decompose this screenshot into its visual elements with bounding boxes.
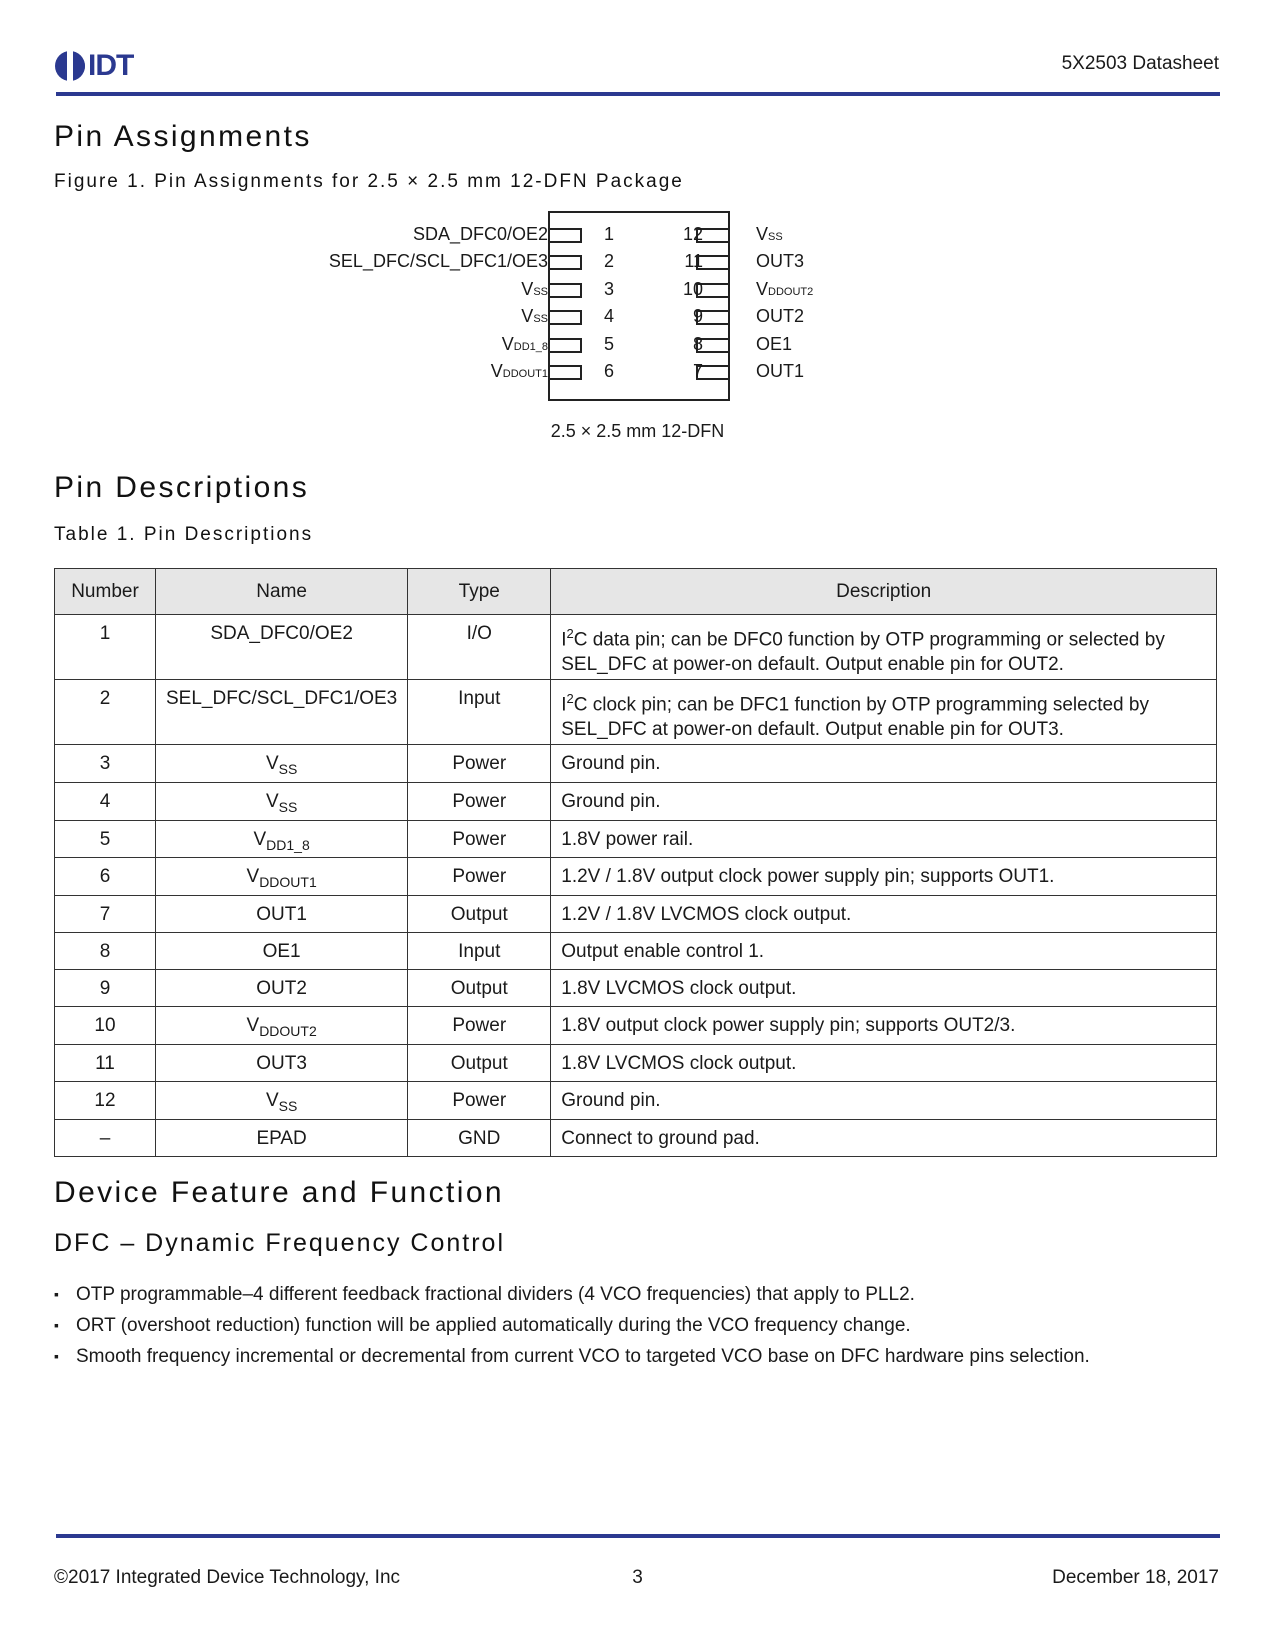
pin-type-text: Power bbox=[452, 753, 507, 774]
table-row bbox=[55, 896, 1217, 933]
table-row bbox=[55, 970, 1217, 1007]
cell-number bbox=[55, 933, 156, 970]
pin-number-right: 8 bbox=[692, 333, 703, 354]
cell-description bbox=[551, 615, 1217, 680]
pin-type-text: Output bbox=[450, 904, 508, 926]
desc-text: 1.8V output clock power supply pin; supports OUT2/3. bbox=[561, 1015, 1016, 1037]
footer-rule bbox=[56, 1534, 1220, 1538]
desc-text: 1.8V power rail. bbox=[561, 828, 694, 850]
pin-number-text: 6 bbox=[99, 866, 111, 888]
cell-description bbox=[551, 820, 1217, 858]
cell-description bbox=[551, 1044, 1217, 1081]
pin-number-right: 7 bbox=[692, 361, 703, 381]
cell-description bbox=[551, 782, 1217, 820]
cell-name bbox=[156, 970, 408, 1007]
cell-description bbox=[551, 896, 1217, 933]
desc-text: 1.2V / 1.8V output clock power supply pin; supports OUT1. bbox=[561, 866, 1055, 888]
pin-label-text: V bbox=[490, 361, 503, 381]
pin-label-left-2 bbox=[329, 251, 548, 272]
cell-number bbox=[55, 782, 156, 820]
pin-name-text: OUT1 bbox=[256, 904, 307, 926]
pin-number-right: 12 bbox=[682, 224, 703, 244]
desc-text: 1.8V LVCMOS clock output. bbox=[561, 1052, 797, 1074]
dfc-bullet-list bbox=[54, 1279, 1090, 1372]
table-row bbox=[55, 1044, 1217, 1081]
table-header-row bbox=[55, 569, 1217, 615]
pin-number-right: 11 bbox=[684, 251, 703, 272]
pin-number-left: 5 bbox=[604, 333, 615, 354]
cell-type bbox=[408, 970, 551, 1007]
col-number-header: Number bbox=[55, 569, 156, 615]
cell-description bbox=[551, 1081, 1217, 1119]
cell-type bbox=[408, 820, 551, 858]
pin-label-left-1 bbox=[413, 224, 548, 245]
pin-number-left: 6 bbox=[604, 361, 615, 381]
cell-number bbox=[55, 820, 156, 858]
pin-label-right-10 bbox=[756, 279, 813, 300]
pin-label-subscript: DDOUT1 bbox=[502, 368, 548, 380]
list-item: ▪ Smooth frequency incremental or decremental from current VCO to targeted VCO base on DFC hardware pins selection. bbox=[54, 1341, 1090, 1372]
desc-superscript: 2 bbox=[566, 691, 574, 706]
pin-label-right-8 bbox=[756, 334, 792, 355]
pin-number-text: 8 bbox=[99, 941, 111, 963]
pin-label-text: V bbox=[521, 306, 534, 327]
cell-type bbox=[408, 782, 551, 820]
pin-name-text: V bbox=[265, 753, 279, 774]
cell-type bbox=[408, 933, 551, 970]
table-row bbox=[55, 858, 1217, 896]
cell-name bbox=[156, 820, 408, 858]
pin-label-subscript: SS bbox=[533, 313, 548, 326]
pin-number-text: 7 bbox=[99, 904, 111, 926]
pin-name-text: OUT2 bbox=[256, 978, 307, 1000]
pin-label-text: V bbox=[501, 333, 514, 354]
device-feature-heading: Device Feature and Function bbox=[54, 1176, 505, 1209]
cell-name bbox=[156, 858, 408, 896]
cell-number bbox=[55, 1119, 156, 1156]
pin-number-text: 5 bbox=[99, 828, 111, 850]
pin-descriptions-heading: Pin Descriptions bbox=[54, 471, 310, 504]
pin-type-text: GND bbox=[458, 1127, 501, 1149]
pin-label-text: V bbox=[756, 224, 769, 244]
table-row bbox=[55, 1081, 1217, 1119]
footer-date: December 18, 2017 bbox=[1052, 1567, 1219, 1588]
footer-page-number: 3 bbox=[632, 1567, 643, 1588]
pin-label-right-12 bbox=[756, 224, 783, 245]
pin-number-right: 9 bbox=[692, 306, 703, 327]
cell-number bbox=[55, 858, 156, 896]
pin-descriptions-table bbox=[54, 568, 1217, 1157]
desc-text: Ground pin. bbox=[561, 1089, 661, 1111]
cell-name bbox=[156, 680, 408, 745]
pin-number-right: 10 bbox=[682, 278, 703, 299]
pin-name-text: V bbox=[265, 790, 279, 812]
cell-type bbox=[408, 615, 551, 680]
cell-number bbox=[55, 970, 156, 1007]
cell-number bbox=[55, 1081, 156, 1119]
cell-description bbox=[551, 933, 1217, 970]
table-row bbox=[55, 933, 1217, 970]
desc-prefix: I bbox=[561, 629, 567, 651]
pin-label-left-4 bbox=[521, 306, 548, 327]
cell-description bbox=[551, 970, 1217, 1007]
cell-description bbox=[551, 680, 1217, 745]
pin-pad-left bbox=[548, 228, 582, 243]
pin-number-text: 3 bbox=[99, 753, 111, 774]
cell-number bbox=[55, 896, 156, 933]
table-row bbox=[55, 680, 1217, 745]
pin-name-text: SDA_DFC0/OE2 bbox=[210, 623, 353, 644]
pin-label-subscript: DD1_8 bbox=[513, 340, 548, 353]
pin-type-text: Power bbox=[452, 1089, 507, 1111]
pin-pad-left bbox=[548, 283, 582, 298]
pin-name-text: V bbox=[246, 866, 260, 888]
pin-label-right-11 bbox=[756, 251, 804, 272]
footer-copyright: ©2017 Integrated Device Technology, Inc bbox=[54, 1567, 401, 1588]
pin-number-left: 4 bbox=[604, 306, 615, 327]
pin-number-text: 12 bbox=[94, 1089, 116, 1111]
cell-type bbox=[408, 680, 551, 745]
document-title: 5X2503 Datasheet bbox=[1061, 53, 1219, 74]
pin-type-text: Input bbox=[458, 941, 501, 963]
pin-number-text: 1 bbox=[99, 623, 111, 644]
pin-pad-left bbox=[548, 338, 582, 353]
cell-number bbox=[55, 1044, 156, 1081]
table-row bbox=[55, 1007, 1217, 1045]
cell-name bbox=[156, 1044, 408, 1081]
cell-name bbox=[156, 615, 408, 680]
table-row bbox=[55, 782, 1217, 820]
col-description-header: Description bbox=[551, 569, 1217, 615]
cell-type bbox=[408, 1044, 551, 1081]
pin-pad-left bbox=[548, 310, 582, 325]
pin-name-text: EPAD bbox=[256, 1127, 307, 1149]
cell-number bbox=[55, 745, 156, 783]
desc-text: 1.2V / 1.8V LVCMOS clock output. bbox=[561, 904, 852, 926]
pin-number-text: 4 bbox=[99, 790, 111, 812]
pin-name-text: V bbox=[265, 1089, 279, 1111]
list-item: ▪ ORT (overshoot reduction) function will be applied automatically during the VCO frequency change. bbox=[54, 1310, 1090, 1341]
cell-number bbox=[55, 1007, 156, 1045]
cell-name bbox=[156, 1081, 408, 1119]
pin-type-text: Input bbox=[458, 688, 501, 709]
pin-type-text: I/O bbox=[466, 623, 492, 644]
logo-text: IDT bbox=[88, 49, 134, 82]
table-row bbox=[55, 820, 1217, 858]
desc-text: 1.8V LVCMOS clock output. bbox=[561, 978, 797, 1000]
desc-text: Output enable control 1. bbox=[561, 941, 765, 963]
pin-type-text: Power bbox=[452, 790, 507, 812]
table-caption: Table 1. Pin Descriptions bbox=[54, 524, 314, 545]
list-item: ▪ OTP programmable–4 different feedback fractional dividers (4 VCO frequencies) that apply to PLL2. bbox=[54, 1279, 1090, 1310]
pin-label-text: OUT1 bbox=[756, 361, 805, 381]
cell-name bbox=[156, 782, 408, 820]
pin-number-left: 1 bbox=[604, 224, 615, 244]
pin-label-text: V bbox=[756, 278, 769, 299]
cell-description bbox=[551, 1119, 1217, 1156]
pin-label-text: V bbox=[521, 278, 534, 299]
pin-label-subscript: SS bbox=[768, 231, 783, 243]
desc-text: Ground pin. bbox=[561, 790, 661, 812]
pin-label-subscript: SS bbox=[533, 285, 548, 298]
cell-type bbox=[408, 896, 551, 933]
pin-number-left: 2 bbox=[604, 251, 615, 272]
pin-name-text: V bbox=[246, 1015, 260, 1037]
desc-text: C clock pin; can be DFC1 function by OTP programming selected by SEL_DFC at power-on default. Output enable pin for OUT3. bbox=[561, 694, 1149, 741]
pin-label-right-9 bbox=[756, 306, 804, 327]
figure-caption: Figure 1. Pin Assignments for 2.5 × 2.5 mm 12-DFN Package bbox=[54, 171, 684, 192]
pin-type-text: Power bbox=[452, 1015, 507, 1037]
dfc-subheading: DFC – Dynamic Frequency Control bbox=[54, 1229, 506, 1257]
pin-assignments-heading: Pin Assignments bbox=[54, 120, 312, 153]
desc-text: C data pin; can be DFC0 function by OTP programming or selected by SEL_DFC at power-on default. Output enable pin for OUT2. bbox=[561, 629, 1165, 676]
pin-number-text: – bbox=[99, 1127, 111, 1149]
cell-number bbox=[55, 680, 156, 745]
pin-name-subscript: SS bbox=[278, 798, 298, 815]
col-type-header: Type bbox=[408, 569, 551, 615]
pin-label-left-5 bbox=[502, 334, 548, 355]
pin-name-text: V bbox=[253, 828, 267, 850]
col-name-header: Name bbox=[156, 569, 408, 615]
pin-name-text: OE1 bbox=[262, 941, 301, 963]
pin-label-right-7 bbox=[756, 361, 804, 382]
pin-name-subscript: DDOUT1 bbox=[259, 874, 317, 891]
cell-type bbox=[408, 745, 551, 783]
pin-label-text: SEL_DFC/SCL_DFC1/OE3 bbox=[328, 251, 548, 272]
cell-description bbox=[551, 1007, 1217, 1045]
cell-name bbox=[156, 745, 408, 783]
pin-number-left: 3 bbox=[604, 278, 615, 299]
pin-name-subscript: SS bbox=[278, 1097, 298, 1114]
pin-label-left-3 bbox=[521, 279, 548, 300]
cell-number bbox=[55, 615, 156, 680]
pin-label-text: SDA_DFC0/OE2 bbox=[412, 224, 548, 244]
cell-type bbox=[408, 1081, 551, 1119]
pin-pad-left bbox=[548, 365, 582, 380]
pin-type-text: Power bbox=[452, 828, 507, 850]
pin-number-text: 2 bbox=[99, 688, 111, 709]
cell-name bbox=[156, 896, 408, 933]
pin-label-subscript: DDOUT2 bbox=[768, 285, 814, 298]
cell-description bbox=[551, 858, 1217, 896]
pin-label-text: OUT2 bbox=[756, 306, 805, 327]
pin-name-subscript: DDOUT2 bbox=[259, 1022, 317, 1039]
pin-number-text: 10 bbox=[94, 1015, 116, 1037]
package-label: 2.5 × 2.5 mm 12-DFN bbox=[550, 421, 725, 441]
pin-type-text: Output bbox=[450, 1052, 508, 1074]
pin-type-text: Output bbox=[450, 978, 508, 1000]
pin-label-text: OUT3 bbox=[756, 251, 805, 272]
cell-name bbox=[156, 1007, 408, 1045]
desc-text: Ground pin. bbox=[561, 753, 661, 774]
cell-type bbox=[408, 858, 551, 896]
table-row bbox=[55, 1119, 1217, 1156]
cell-type bbox=[408, 1007, 551, 1045]
cell-name bbox=[156, 1119, 408, 1156]
pin-label-left-6 bbox=[491, 361, 548, 382]
pin-number-text: 11 bbox=[95, 1052, 115, 1074]
pin-name-text: OUT3 bbox=[256, 1052, 307, 1074]
desc-prefix: I bbox=[561, 694, 567, 716]
desc-text: Connect to ground pad. bbox=[561, 1127, 760, 1149]
table-row bbox=[55, 615, 1217, 680]
cell-description bbox=[551, 745, 1217, 783]
pin-diagram bbox=[0, 0, 1275, 440]
desc-superscript: 2 bbox=[566, 626, 574, 641]
pin-name-subscript: DD1_8 bbox=[266, 836, 310, 853]
pin-number-text: 9 bbox=[99, 978, 111, 1000]
pin-name-subscript: SS bbox=[278, 760, 298, 777]
pin-name-text: SEL_DFC/SCL_DFC1/OE3 bbox=[166, 688, 398, 709]
pin-type-text: Power bbox=[452, 866, 507, 888]
pin-label-text: OE1 bbox=[756, 333, 793, 354]
table-row bbox=[55, 745, 1217, 783]
cell-type bbox=[408, 1119, 551, 1156]
pin-pad-left bbox=[548, 255, 582, 270]
cell-name bbox=[156, 933, 408, 970]
